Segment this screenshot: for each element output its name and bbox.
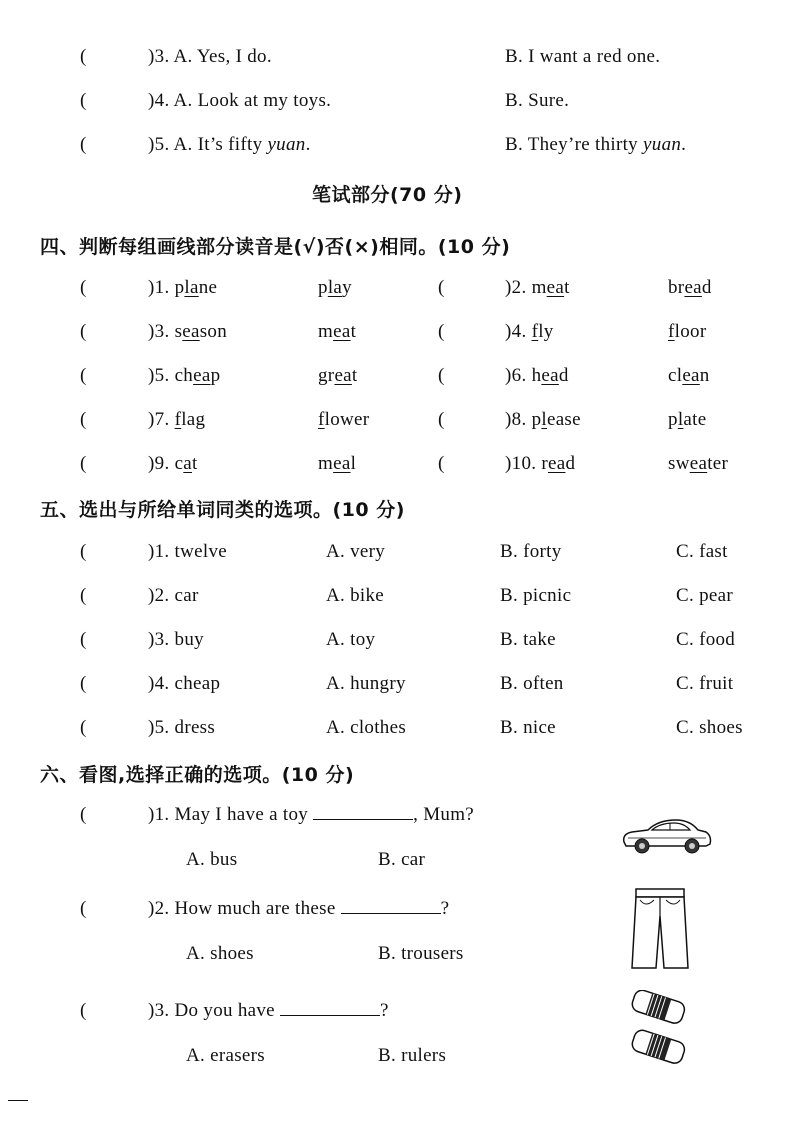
- section4-word1: )1. plane: [148, 277, 218, 298]
- option-c: C. food: [676, 629, 736, 650]
- section4-title: 四、判断每组画线部分读音是(√)否(×)相同。(10 分): [40, 236, 511, 258]
- option-b: B. nice: [500, 717, 556, 738]
- option-c: C. fast: [676, 541, 728, 562]
- question-4: )4. A. Look at my toys.: [148, 90, 332, 111]
- section4-word2: flower: [318, 409, 370, 430]
- question: )2. car: [148, 585, 199, 606]
- toy-car-icon: [618, 812, 714, 862]
- option-b: B. picnic: [500, 585, 572, 606]
- answer-paren: (: [80, 453, 87, 474]
- question-text: )1. May I have a toy , Mum?: [148, 804, 475, 825]
- answer-paren: (: [80, 46, 87, 67]
- question-5: )5. A. It’s fifty yuan.: [148, 134, 311, 155]
- option-c: C. fruit: [676, 673, 734, 694]
- answer-paren: (: [80, 1000, 87, 1021]
- answer-paren: (: [80, 541, 87, 562]
- option-a: A. clothes: [326, 717, 407, 738]
- section4-word1: )6. head: [505, 365, 569, 386]
- trousers-icon: [628, 886, 692, 972]
- answer-paren: (: [80, 717, 87, 738]
- section5-title: 五、选出与所给单词同类的选项。(10 分): [40, 499, 405, 521]
- section4-word1: )8. please: [505, 409, 581, 430]
- answer-paren: (: [80, 629, 87, 650]
- question: )5. dress: [148, 717, 216, 738]
- answer-paren: (: [438, 453, 445, 474]
- option-c: C. shoes: [676, 717, 743, 738]
- option-b-5: B. They’re thirty yuan.: [505, 134, 687, 155]
- section4-word2: meat: [318, 321, 357, 342]
- option-b: B. forty: [500, 541, 562, 562]
- option-a: A. erasers: [186, 1045, 265, 1066]
- section4-word2: clean: [668, 365, 710, 386]
- page-corner-line: [8, 1100, 28, 1101]
- answer-paren: (: [80, 409, 87, 430]
- section4-word1: )10. read: [505, 453, 576, 474]
- section4-word2: sweater: [668, 453, 729, 474]
- answer-paren: (: [80, 804, 87, 825]
- answer-paren: (: [80, 365, 87, 386]
- question: )3. buy: [148, 629, 204, 650]
- option-b: B. take: [500, 629, 556, 650]
- section4-word1: )3. season: [148, 321, 228, 342]
- question: )4. cheap: [148, 673, 221, 694]
- written-part-title: 笔试部分(70 分): [312, 184, 463, 206]
- section4-word2: meal: [318, 453, 357, 474]
- answer-blank: [341, 899, 441, 914]
- question: )1. twelve: [148, 541, 227, 562]
- section4-word2: plate: [668, 409, 707, 430]
- option-a: A. hungry: [326, 673, 406, 694]
- answer-paren: (: [80, 673, 87, 694]
- answer-paren: (: [438, 321, 445, 342]
- answer-paren: (: [80, 898, 87, 919]
- section4-word2: play: [318, 277, 352, 298]
- answer-blank: [280, 1001, 380, 1016]
- answer-blank: [313, 805, 413, 820]
- section4-word1: )4. fly: [505, 321, 554, 342]
- erasers-icon: [626, 990, 692, 1070]
- answer-paren: (: [80, 585, 87, 606]
- answer-paren: (: [80, 134, 87, 155]
- option-b: B. often: [500, 673, 564, 694]
- section4-word1: )9. cat: [148, 453, 198, 474]
- option-b: B. trousers: [378, 943, 464, 964]
- answer-paren: (: [80, 90, 87, 111]
- answer-paren: (: [438, 277, 445, 298]
- section4-word1: )2. meat: [505, 277, 570, 298]
- question-text: )2. How much are these ?: [148, 898, 450, 919]
- section4-word2: floor: [668, 321, 707, 342]
- option-c: C. pear: [676, 585, 733, 606]
- option-a: A. bike: [326, 585, 385, 606]
- section6-title: 六、看图,选择正确的选项。(10 分): [40, 764, 355, 786]
- answer-paren: (: [438, 409, 445, 430]
- answer-paren: (: [438, 365, 445, 386]
- option-a: A. toy: [326, 629, 376, 650]
- option-b: B. car: [378, 849, 426, 870]
- answer-paren: (: [80, 277, 87, 298]
- answer-paren: (: [80, 321, 87, 342]
- section4-word1: )7. flag: [148, 409, 206, 430]
- option-a: A. very: [326, 541, 386, 562]
- option-a: A. shoes: [186, 943, 254, 964]
- section4-word2: great: [318, 365, 358, 386]
- option-a: A. bus: [186, 849, 238, 870]
- option-b-3: B. I want a red one.: [505, 46, 661, 67]
- question-text: )3. Do you have ?: [148, 1000, 389, 1021]
- option-b-4: B. Sure.: [505, 90, 570, 111]
- question-3: )3. A. Yes, I do.: [148, 46, 272, 67]
- section4-word2: bread: [668, 277, 712, 298]
- option-b: B. rulers: [378, 1045, 447, 1066]
- section4-word1: )5. cheap: [148, 365, 221, 386]
